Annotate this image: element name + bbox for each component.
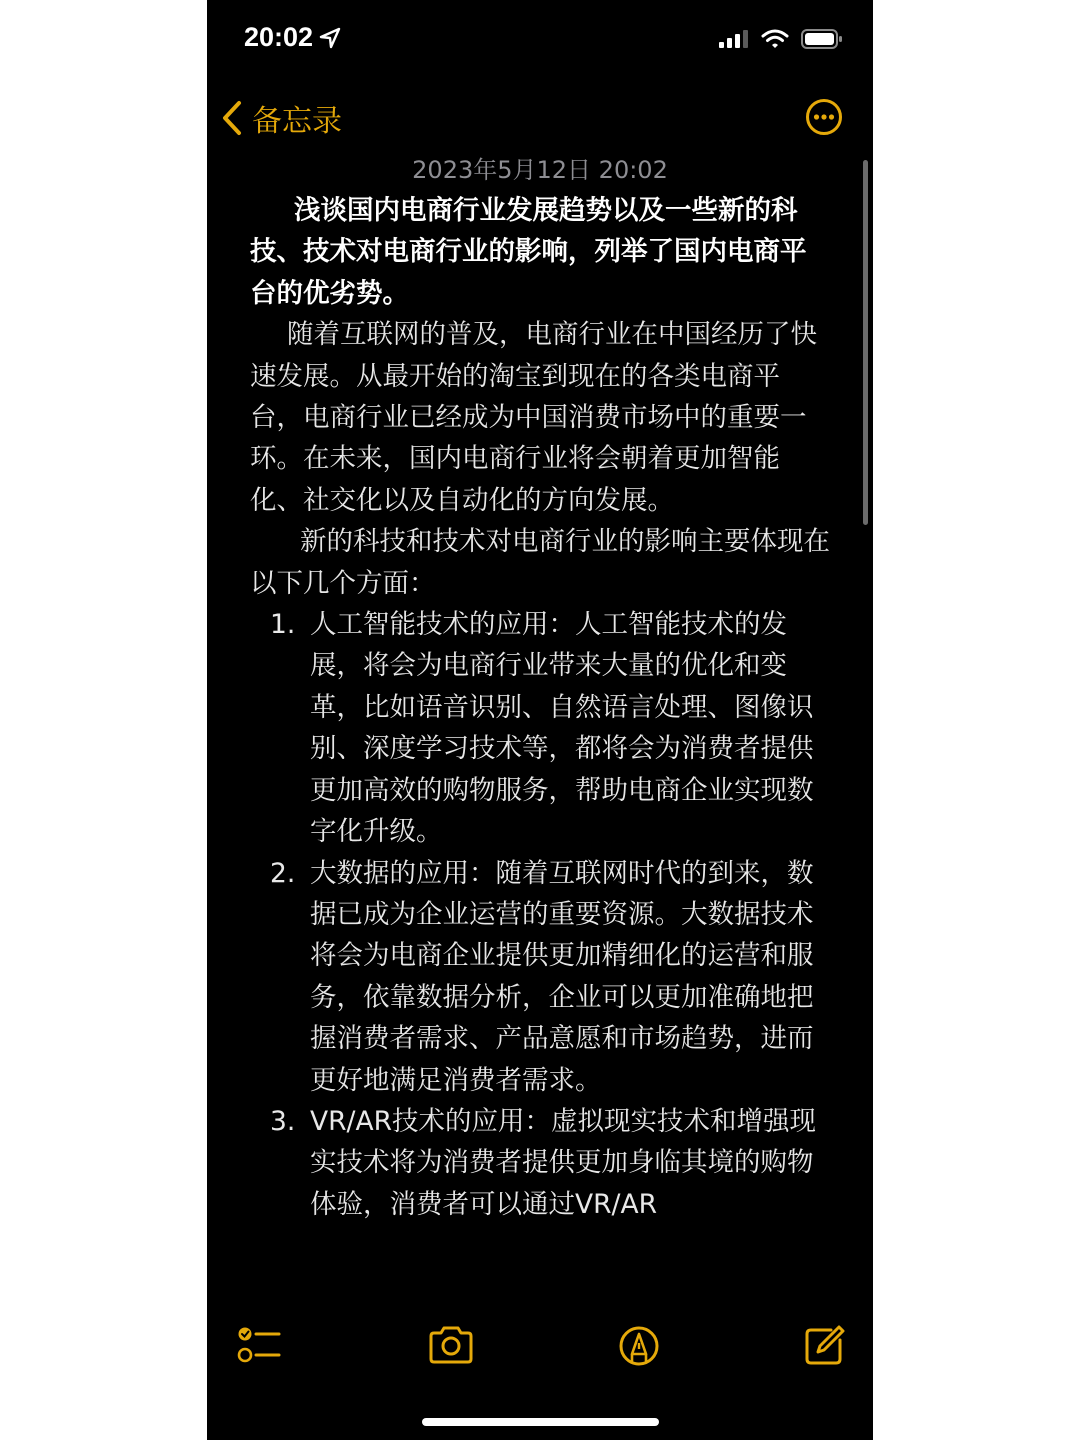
list-item <box>250 853 830 1101</box>
home-indicator[interactable] <box>422 1418 659 1426</box>
compose-button[interactable] <box>803 1325 845 1371</box>
notes-screen <box>207 0 873 1440</box>
chevron-left-icon <box>220 100 244 136</box>
note-paragraph: 随着互联网的普及，电商行业在中国经历了快速发展。从最开始的淘宝到现在的各类电商平台，电商行业已经成为中国消费市场中的重要一环。在未来，国内电商行业将会朝着更加智能化、社交化以及自动化的方向发展。 <box>250 319 817 516</box>
list-item-text: VR/AR技术的应用：虚拟现实技术和增强现实技术将为消费者提供更加身临其境的购物体验，消费者可以通过VR/AR <box>310 1105 817 1220</box>
camera-button[interactable] <box>427 1325 475 1369</box>
list-item-text: 大数据的应用：随着互联网时代的到来，数据已成为企业运营的重要资源。大数据技术将会为电商企业提供更加精细化的运营和服务，依靠数据分析，企业可以更加准确地把握消费者需求、产品意愿和市场趋势，进而更好地满足消费者需求。 <box>310 857 814 1096</box>
list-item <box>250 1101 830 1225</box>
note-title: 浅谈国内电商行业发展趋势以及一些新的科技、技术对电商行业的影响，列举了国内电商平台的优劣势。 <box>250 195 807 309</box>
list-item-text: 人工智能技术的应用：人工智能技术的发展，将会为电商行业带来大量的优化和变革，比如语音识别、自然语言处理、图像识别、深度学习技术等，都将会为消费者提供更加高效的购物服务，帮助电商企业实现数字化升级。 <box>310 609 814 848</box>
checklist-icon <box>237 1325 283 1365</box>
compose-icon <box>803 1325 845 1367</box>
checklist-button[interactable] <box>237 1325 283 1369</box>
scroll-indicator[interactable] <box>863 160 868 525</box>
more-ellipsis-icon <box>805 98 843 136</box>
note-date: 2023年5月12日 20:02 <box>412 156 668 184</box>
camera-icon <box>427 1325 475 1365</box>
pen-tip-icon <box>618 1325 660 1367</box>
note-numbered-list <box>250 604 830 1225</box>
list-number: 3. <box>270 1105 296 1137</box>
back-button[interactable] <box>220 96 342 140</box>
battery-icon <box>801 28 843 50</box>
location-arrow-icon <box>319 27 341 49</box>
status-icons <box>719 28 843 50</box>
list-number: 2. <box>270 857 296 889</box>
note-body[interactable] <box>250 150 830 1298</box>
more-button[interactable] <box>805 98 843 140</box>
cellular-signal-icon <box>719 29 749 49</box>
list-item <box>250 604 830 852</box>
status-time <box>244 22 341 53</box>
list-number: 1. <box>270 609 296 641</box>
wifi-icon <box>761 28 789 50</box>
note-paragraph: 新的科技和技术对电商行业的影响主要体现在以下几个方面： <box>250 526 830 599</box>
back-label: 备忘录 <box>252 104 342 139</box>
markup-button[interactable] <box>618 1325 660 1371</box>
clock-label: 20:02 <box>244 22 314 52</box>
